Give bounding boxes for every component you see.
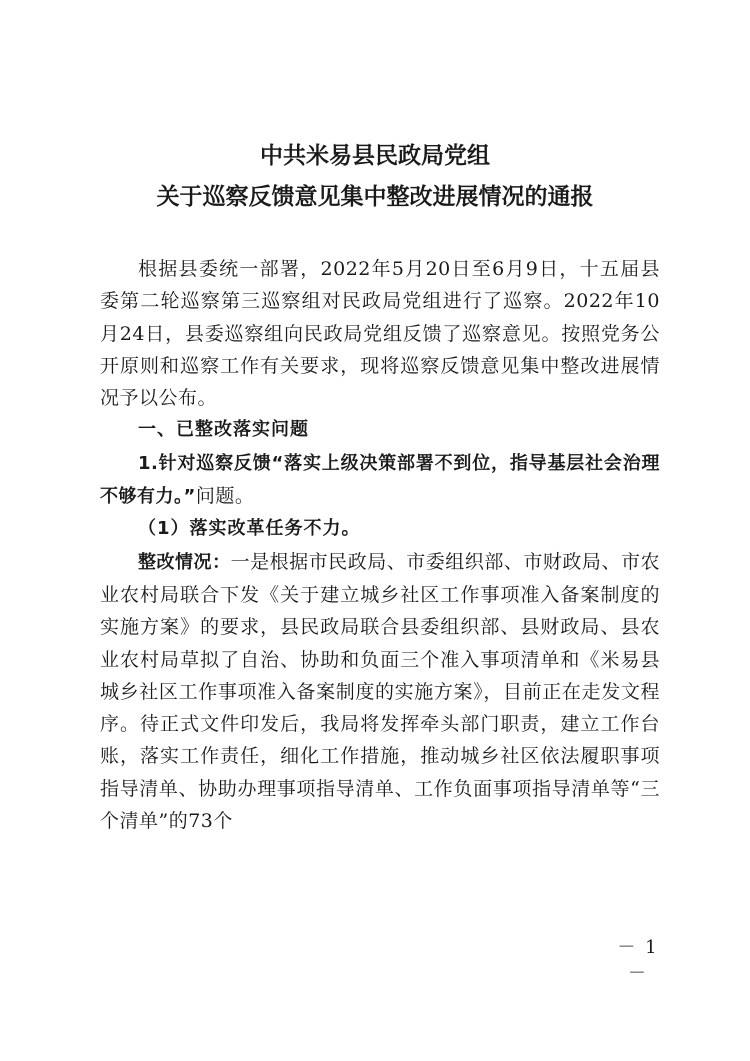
sub-heading-1: （1）落实改革任务不力。: [138, 518, 361, 540]
section-heading: 一、已整改落实问题: [138, 419, 309, 441]
rectification-label: 整改情况：: [138, 551, 231, 573]
item-1-suffix: 问题。: [195, 485, 255, 508]
item-1-paragraph: [100, 447, 660, 514]
rectification-paragraph: [100, 546, 660, 838]
page-number: － 1 －: [617, 937, 659, 984]
document-body: [100, 253, 660, 837]
item-1-bold-text: 针对巡察反馈“落实上级决策部署不到位，指导基层社会治理不够有力。”: [100, 452, 660, 508]
intro-paragraph: 根据县委统一部署，2022年5月20日至6月9日，十五届县委第二轮巡察第三巡察组对民政局党组进行了巡察。2022年10月24日，县委巡察组向民政局党组反馈了巡察意见。按照党务公开原则和巡察工作有关要求，现将巡察反馈意见集中整改进展情况予以公布。: [100, 258, 660, 410]
item-1-number: 1.: [138, 452, 159, 474]
document-title-line-1: 中共米易县民政局党组: [260, 143, 490, 169]
document-title-line-2: 关于巡察反馈意见集中整改进展情况的通报: [156, 184, 594, 210]
rectification-text: 一是根据市民政局、市委组织部、市财政局、市农业农村局联合下发《关于建立城乡社区工作事项准入备案制度的实施方案》的要求，县民政局联合县委组织部、县财政局、县农业农村局草拟了自治、协助和负面三个准入事项清单和《米易县城乡社区工作事项准入备案制度的实施方案》，目前正在走发文程序。待正式文件印发后，我局将发挥牵头部门职责，建立工作台账，落实工作责任，细化工作措施，推动城乡社区依法履职事项指导清单、协助办理事项指导清单、工作负面事项指导清单等“三个清单”的73个: [100, 550, 660, 833]
